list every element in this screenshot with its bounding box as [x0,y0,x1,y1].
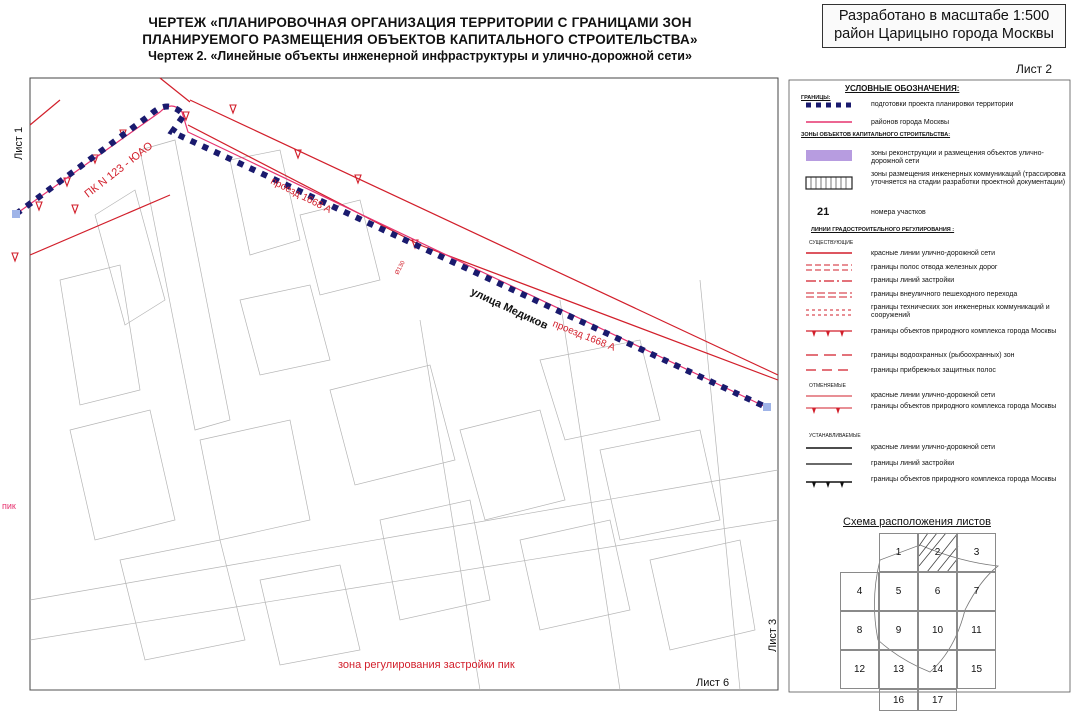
sheet-bottom-label: Лист 6 [696,677,730,689]
scheme-cell-12[interactable]: 12 [840,650,879,689]
legend-lines-head: ЛИНИИ ГРАДОСТРОИТЕЛЬНОГО РЕГУЛИРОВАНИЯ : [811,227,955,233]
legend-established-item: границы объектов природного комплекса города Москвы [871,476,1057,483]
legend-established-head: УСТАНАВЛИВАЕМЫЕ [809,433,861,439]
legend-existing-item: границы объектов природного комплекса города Москвы [871,328,1057,335]
scale-text: Разработано в масштабе 1:500 [838,8,1050,24]
scheme-cell-4[interactable]: 4 [840,572,879,611]
legend-title: УСЛОВНЫЕ ОБОЗНАЧЕНИЯ: [845,84,960,93]
boundary-end-marker [12,210,20,218]
legend-boundaries-head: ГРАНИЦЫ: [801,95,831,101]
legend-established-item: границы линий застройки [871,460,955,467]
sheet-left-label: Лист 1 [13,126,25,160]
legend-existing-item: границы технических зон инженерных коммуникаций и сооружений [871,304,1050,319]
district-boundary [16,106,768,408]
scheme-cell-7[interactable]: 7 [957,572,996,611]
scheme-cell-1[interactable]: 1 [879,533,918,572]
scheme-cell-14[interactable]: 14 [918,650,957,689]
scheme-cell-6[interactable]: 6 [918,572,957,611]
legend-lot-number: 21 [817,206,830,218]
side-label: пик [2,501,16,511]
sheet-right-label: Лист 3 [767,618,779,652]
scheme-title: Схема расположения листов [843,516,991,528]
scheme-cell-15[interactable]: 15 [957,650,996,689]
road-label-2: проезд 1668 А [550,318,617,354]
district-text: район Царицыно города Москвы [834,26,1054,42]
scheme-cell-13[interactable]: 13 [879,650,918,689]
legend-existing-item: красные линии улично-дорожной сети [871,250,996,257]
legend-item-districts: районов города Москвы [871,119,949,126]
legend-existing-item: границы полос отвода железных дорог [871,264,998,271]
boundary-end-marker [763,403,771,411]
street-label: улица Медиков [468,285,550,333]
legend-existing-item: границы линий застройки [871,277,955,284]
legend-existing-item: границы внеуличного пешеходного перехода [871,291,1018,298]
drawing-title-line-2: ПЛАНИРУЕМОГО РАЗМЕЩЕНИЯ ОБЪЕКТОВ КАПИТАЛЬНОГО СТРОИТЕЛЬСТВА» [142,32,698,47]
legend-cancelled-item: красные линии улично-дорожной сети [871,392,996,399]
base-map [30,140,778,690]
scheme-cell-2-active[interactable]: 2 [918,533,957,572]
drawing-title-line-1: ЧЕРТЕЖ «ПЛАНИРОВОЧНАЯ ОРГАНИЗАЦИЯ ТЕРРИТОРИИ С ГРАНИЦАМИ ЗОН [148,15,692,30]
scheme-cell-5[interactable]: 5 [879,572,918,611]
legend-cancelled-item: границы объектов природного комплекса города Москвы [871,403,1057,410]
drawing-subtitle: Чертеж 2. «Линейные объекты инженерной инфраструктуры и улично-дорожной сети» [148,49,692,63]
scheme-cell-9[interactable]: 9 [879,611,918,650]
legend-existing-item: границы прибрежных защитных полос [871,367,996,374]
legend-existing-item: границы водоохранных (рыбоохранных) зон [871,352,1015,359]
legend-item-lot-numbers: номера участков [871,209,926,216]
scheme-cell-8[interactable]: 8 [840,611,879,650]
width-label: Ø130 [394,260,407,276]
legend-item-road-zone: зоны реконструкции и размещения объектов улично-дорожной сети [871,150,1044,165]
legend-cancelled-head: ОТМЕНЯЕМЫЕ [809,383,846,389]
legend [789,80,1070,510]
scheme-cell-16[interactable]: 16 [879,689,918,711]
sheet-number: Лист 2 [1016,62,1053,76]
scheme-cell-3[interactable]: 3 [957,533,996,572]
map-frame [30,78,778,690]
red-lines [30,78,778,380]
legend-item-utilities-zone: зоны размещения инженерных коммуникаций (трассировка уточняется на стадии разработки проектной документации) [871,171,1066,186]
project-boundary [16,107,768,409]
legend-established-item: красные линии улично-дорожной сети [871,444,996,451]
scheme-cell-10[interactable]: 10 [918,611,957,650]
zone-label: зона регулирования застройки пик [338,659,515,671]
pk-label: ПК N 123 - ЮАО [82,139,156,201]
legend-existing-head: СУЩЕСТВУЮЩИЕ [809,240,854,246]
legend-zones-head: ЗОНЫ ОБЪЕКТОВ КАПИТАЛЬНОГО СТРОИТЕЛЬСТВА: [801,132,951,138]
scheme-cell-11[interactable]: 11 [957,611,996,650]
nature-boundary-markers [12,105,418,261]
road-label-1: проезд 1668 А [268,175,333,216]
legend-item-project: подготовки проекта планировки территории [871,101,1014,108]
scheme-cell-17[interactable]: 17 [918,689,957,711]
